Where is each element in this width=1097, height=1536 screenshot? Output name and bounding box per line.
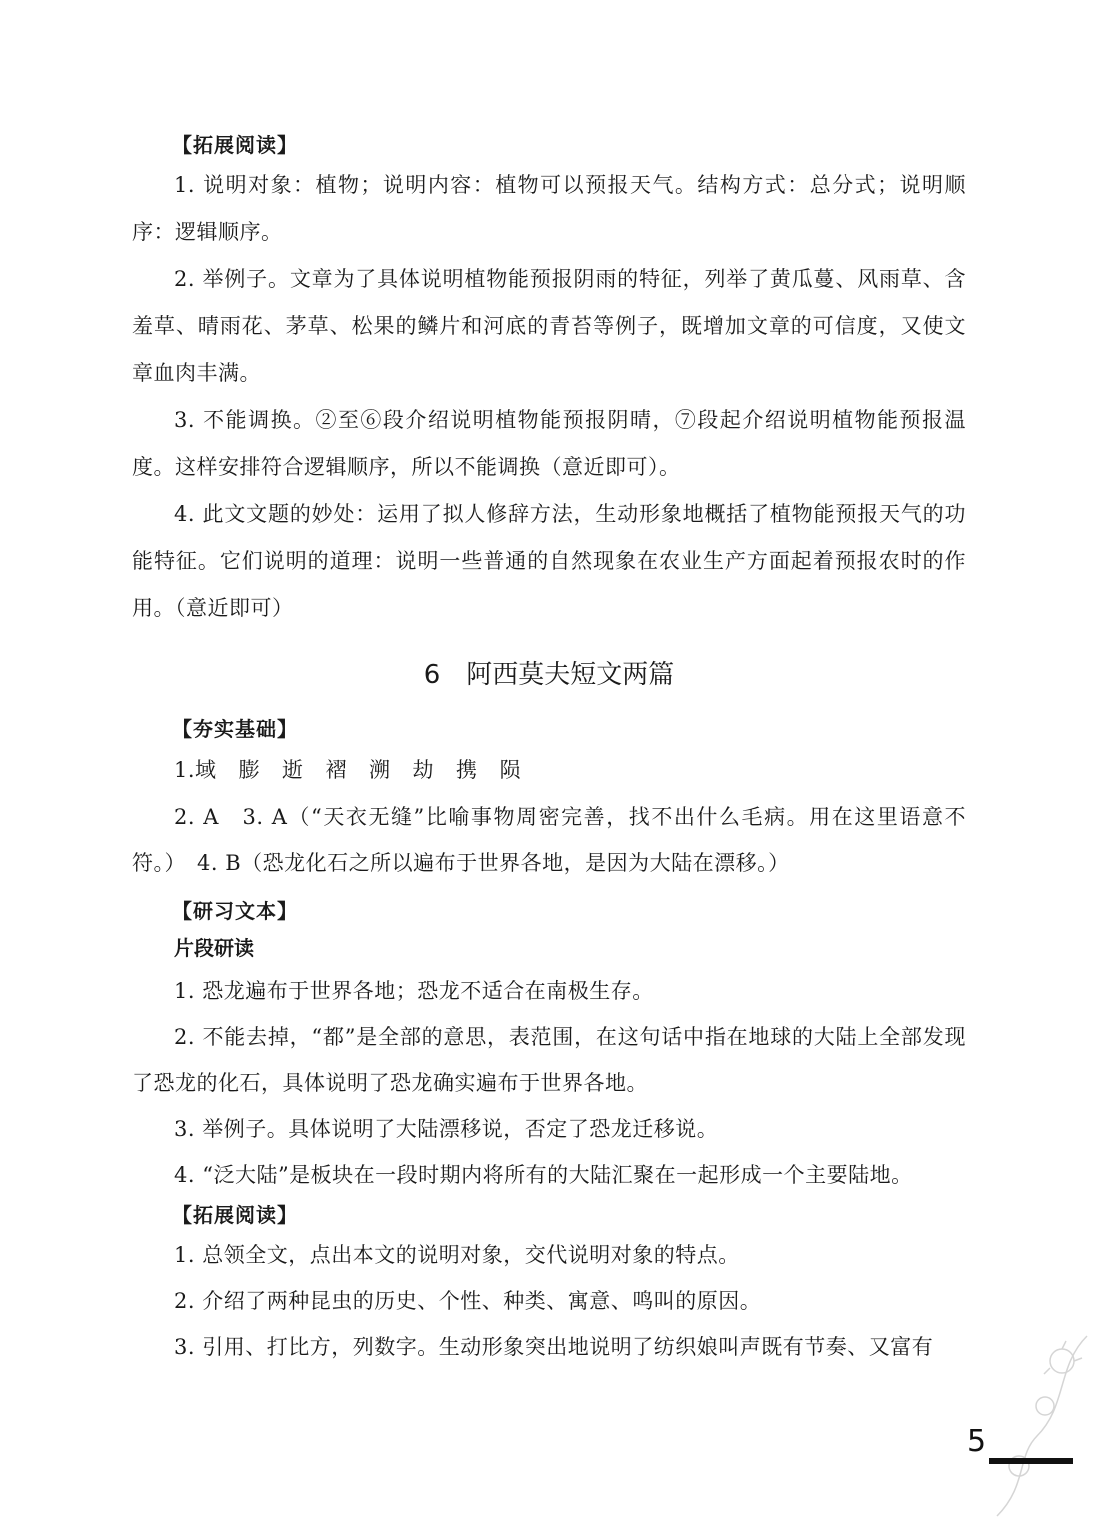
subheading-excerpt-reading: 片段研读 [174,936,254,960]
section-heading-study-text: 【研习文本】 [172,899,298,923]
section-heading-basics: 【夯实基础】 [172,717,298,741]
answer-item: 1. 总领全文，点出本文的说明对象，交代说明对象的特点。 [174,1243,740,1267]
answer-item: 3. 不能调换。②至⑥段介绍说明植物能预报阴晴，⑦段起介绍说明植物能预报温度。这样安排符合逻辑顺序，所以不能调换（意近即可）。 [132,408,966,479]
word: 溯 [369,758,391,782]
page-number-bar [989,1458,1073,1464]
answer-item: 2. 举例子。文章为了具体说明植物能预报阴雨的特征，列举了黄瓜蔓、风雨草、含羞草、晴雨花、茅草、松果的鳞片和河底的青苔等例子，既增加文章的可信度，又使文章血肉丰满。 [132,267,966,385]
word: 陨 [499,758,522,782]
chapter-title-text: 阿西莫夫短文两篇 [466,660,675,690]
chapter-title [132,640,966,710]
word: 携 [456,758,478,782]
answer-item: 3. 举例子。具体说明了大陆漂移说，否定了恐龙迁移说。 [174,1117,719,1141]
answer-item: 1. 恐龙遍布于世界各地；恐龙不适合在南极生存。 [174,979,654,1003]
word: 劫 [412,758,435,782]
word: 逝 [282,758,304,782]
section-heading-extended-reading: 【拓展阅读】 [172,1203,298,1227]
page-number: 5 [967,1424,987,1459]
answer-item: 4. 此文文题的妙处：运用了拟人修辞方法，生动形象地概括了植物能预报天气的功能特征。它们说明的道理：说明一些普通的自然现象在农业生产方面起着预报农时的作用。（意近即可） [132,502,966,620]
chapter-number: 6 [423,660,441,690]
page-number-block [959,1424,1079,1468]
word: 膨 [238,758,261,782]
word-list [174,746,966,794]
answer-item: 2. A 3. A（“天衣无缝”比喻事物周密完善，找不出什么毛病。用在这里语意不符。） 4. B（恐龙化石之所以遍布于世界各地，是因为大陆在漂移。） [132,805,966,875]
answer-item: 4. “泛大陆”是板块在一段时期内将所有的大陆汇聚在一起形成一个主要陆地。 [174,1163,913,1187]
word-list-prefix: 1. [174,758,196,782]
answer-item: 2. 介绍了两种昆虫的历史、个性、种类、寓意、鸣叫的原因。 [174,1289,762,1313]
answer-item: 1. 说明对象：植物；说明内容：植物可以预报天气。结构方式：总分式；说明顺序：逻辑顺序。 [132,173,966,244]
word: 域 [195,758,217,782]
answer-item: 2. 不能去掉，“都”是全部的意思，表范围，在这句话中指在地球的大陆上全部发现了恐龙的化石，具体说明了恐龙确实遍布于世界各地。 [132,1025,966,1095]
answer-item: 3. 引用、打比方，列数字。生动形象突出地说明了纺织娘叫声既有节奏、又富有 [174,1335,934,1359]
page-content [132,128,966,1370]
word: 褶 [325,758,348,782]
section-heading-extended-reading: 【拓展阅读】 [172,133,298,157]
